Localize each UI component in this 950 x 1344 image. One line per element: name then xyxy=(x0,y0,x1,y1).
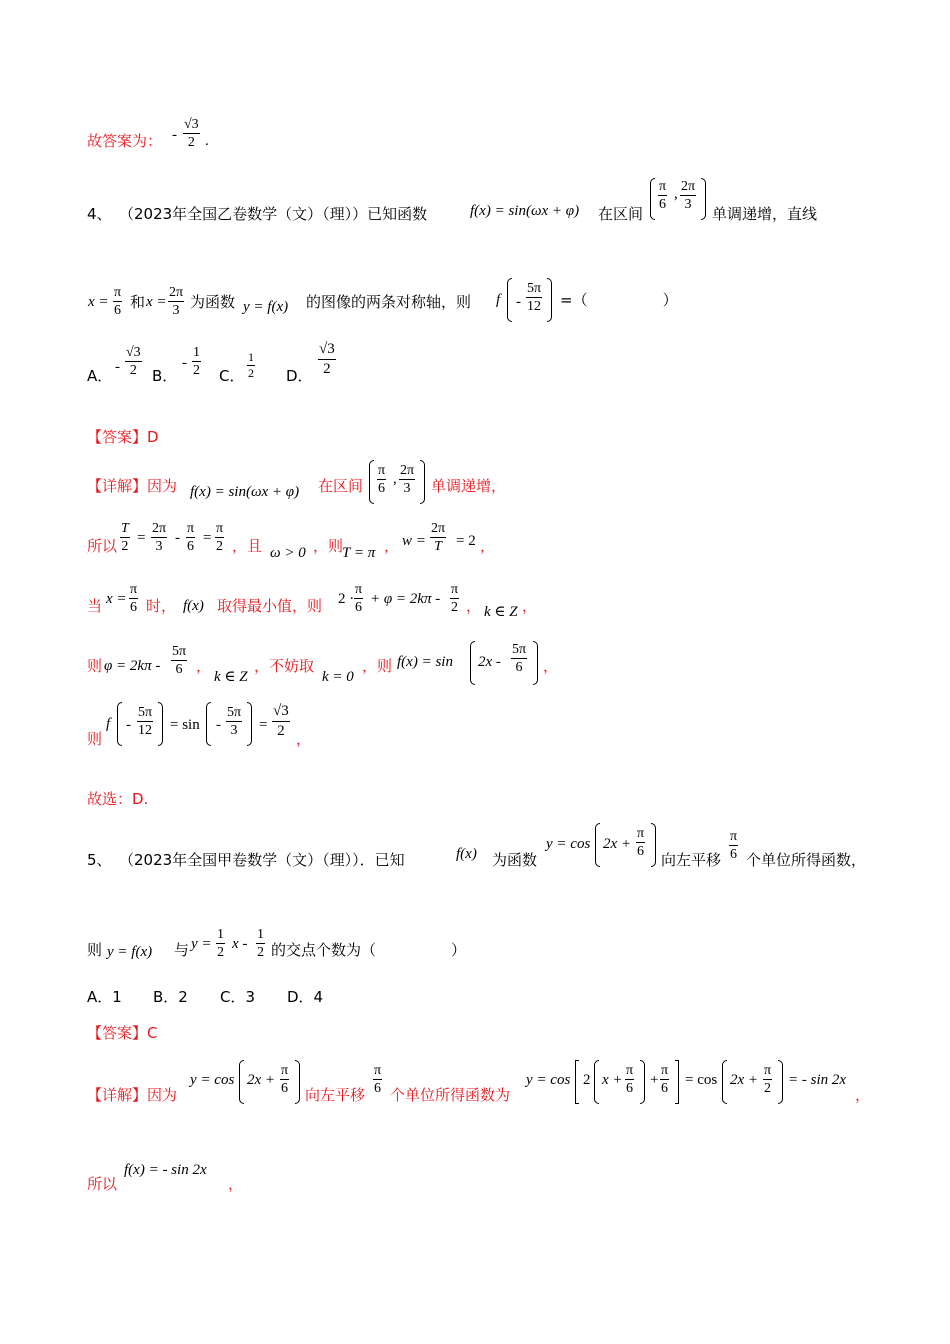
q4-detail-l2-half-period: T 2 xyxy=(121,521,129,554)
q5-detail-l1-cos: = cos xyxy=(685,1072,718,1088)
q5-detail-l1-two: 2 xyxy=(583,1072,591,1088)
q4-detail-l3-eq: + φ = 2kπ - xyxy=(370,591,441,607)
q4-function: f(x) = sin(ωx + φ) xyxy=(470,203,580,219)
q4-detail-l2-w: w = xyxy=(402,533,426,549)
q4-detail-l3-when: 当 xyxy=(87,597,103,615)
q4-detail-l4-f: f(x) = sin xyxy=(397,654,453,670)
q5-option-b: B．2 xyxy=(153,988,188,1006)
q4-detail-l3-frac3: π 2 xyxy=(451,582,459,615)
q4-detail-l2-frac3: π 2 xyxy=(216,521,224,554)
q4-in-interval: 在区间 xyxy=(598,205,644,223)
q4-detail-l4-frac2: 5π 6 xyxy=(512,642,527,675)
q4-option-d-label: D． xyxy=(286,367,313,385)
q4-detail-l5-paren2-right xyxy=(247,702,252,746)
q5-answer: 【答案】C xyxy=(87,1024,158,1042)
q4-detail-l4-frac: 5π 6 xyxy=(172,644,187,677)
q5-paren-left xyxy=(595,823,600,867)
q4-f-label: f xyxy=(496,292,501,308)
q4-detail-l2-frac1: 2π 3 xyxy=(152,521,167,554)
q4-option-b-label: B． xyxy=(152,367,178,385)
q4-detail-l5-minus: - xyxy=(126,717,131,733)
q4-y-eq-f: y = f(x) xyxy=(243,299,289,315)
q5-detail-l2-prefix: 所以 xyxy=(87,1175,118,1193)
q4-detail-l2-prefix: 所以 xyxy=(87,537,118,555)
q4-detail-l4-k0: k = 0 xyxy=(322,669,354,685)
q4-detail-l2-frac2: π 6 xyxy=(187,521,195,554)
q5-l2-x: x - xyxy=(232,936,248,952)
q4-arg-minus: - xyxy=(516,294,521,310)
q4-detail-l5-eq: = xyxy=(259,717,268,733)
q5-detail-l1-shift-frac: π 6 xyxy=(374,1063,382,1096)
q4-interval-paren-right xyxy=(701,178,706,220)
q5-option-c: C．3 xyxy=(220,988,256,1006)
q4-detail-l5-minus2: - xyxy=(216,717,221,733)
q5-detail-l1-plus: + xyxy=(650,1072,659,1088)
q5-l2-then: 则 xyxy=(87,941,103,959)
q5-detail-l1-paren3-left xyxy=(722,1060,727,1104)
q5-detail-l1-shift: 向左平移 xyxy=(305,1086,366,1104)
q4-detail-l2-comma: ， xyxy=(384,537,400,555)
q4-line2-value: 2π 3 xyxy=(169,285,184,318)
q5-shift-frac: π 6 xyxy=(730,829,738,862)
q4-detail-l3-frac: π 6 xyxy=(130,582,138,615)
q4-arg-fraction: 5π 12 xyxy=(527,281,542,314)
q5-detail-l2-f: f(x) = - sin 2x xyxy=(124,1162,207,1178)
q4-detail-l2-minus: - xyxy=(175,530,180,546)
q4-interval-a: π 6 xyxy=(659,179,667,212)
q4-number: 4、 xyxy=(87,205,112,223)
q5-shift-end: 个单位所得函数， xyxy=(746,851,867,869)
q4-detail-l1-prefix: 【详解】因为 xyxy=(87,477,178,495)
q5-l2-frac2: 1 2 xyxy=(257,927,264,960)
q4-conclusion: 故选：D. xyxy=(87,790,149,808)
q4-option-a-value: √3 2 xyxy=(126,345,141,378)
q4-detail-l1-paren-right xyxy=(420,460,425,504)
q4-detail-l3-two: 2 · xyxy=(338,591,355,607)
q5-detail-l1-frac3: π 6 xyxy=(661,1063,669,1096)
q4-detail-l1-monotone: 单调递增， xyxy=(431,477,507,495)
q4-detail-l5-result: √3 2 xyxy=(273,703,289,739)
q4-detail-l5-f: f xyxy=(106,716,111,732)
q4-detail-l1-in-interval: 在区间 xyxy=(318,477,364,495)
q5-detail-l1-inner-paren-right xyxy=(640,1060,645,1104)
q5-l2-with: 与 xyxy=(174,941,190,959)
q4-detail-l4-paren-left xyxy=(470,641,475,685)
q4-detail-l2-omega: ω > 0 xyxy=(270,545,306,561)
q5-for-func: 为函数 xyxy=(492,851,538,869)
q4-detail-l4-comma: ， xyxy=(196,657,212,675)
q5-option-d: D．4 xyxy=(287,988,324,1006)
q4-detail-l2-and: ，且 xyxy=(232,537,263,555)
q4-axes-text: 为函数 xyxy=(190,293,236,311)
q4-detail-l3-time: 时， xyxy=(146,597,177,615)
q5-detail-l1-result: = - sin 2x xyxy=(788,1072,847,1088)
q5-arg-frac: π 6 xyxy=(637,826,645,859)
q5-l2-question: 的交点个数为（ ） xyxy=(271,941,467,959)
prev-fraction: √3 2 xyxy=(184,117,199,150)
q4-and: 和 xyxy=(130,293,146,311)
q5-detail-l1-arg2: 2x + xyxy=(730,1072,759,1088)
q5-detail-l1-x: x + xyxy=(602,1072,623,1088)
q4-option-c-value: 1 2 xyxy=(248,350,254,380)
q5-number: 5、 xyxy=(87,851,112,869)
q4-option-a-label: A． xyxy=(87,367,113,385)
q4-interval-b: 2π 3 xyxy=(681,179,696,212)
q4-detail-l3-f: f(x) xyxy=(183,598,204,614)
q4-arg-paren-right xyxy=(547,278,552,322)
q4-detail-l5-frac2: 5π 3 xyxy=(227,705,242,738)
q4-interval-comma: , xyxy=(674,186,678,202)
q4-detail-l5-then: 则 xyxy=(87,730,103,748)
q5-f: f(x) xyxy=(456,846,477,862)
q4-detail-l2-wfrac: 2π T xyxy=(431,521,446,554)
q4-detail-l4-then: 则 xyxy=(87,657,103,675)
q4-detail-l5-frac1: 5π 12 xyxy=(138,705,153,738)
q5-detail-l1-prefix: 【详解】因为 xyxy=(87,1086,178,1104)
q5-detail-l1-arg: 2x + xyxy=(247,1072,276,1088)
q4-detail-l5-end: ， xyxy=(296,730,312,748)
q4-option-a-minus: - xyxy=(115,359,120,375)
q5-detail-l2-end: ， xyxy=(228,1175,244,1193)
q4-detail-l3-comma: ， xyxy=(466,597,482,615)
q5-shift: 向左平移 xyxy=(661,851,722,869)
q4-axes-text2: 的图像的两条对称轴，则 xyxy=(306,293,472,311)
q5-option-a: A．1 xyxy=(87,988,122,1006)
q5-detail-l1-frac: π 6 xyxy=(281,1063,289,1096)
q4-detail-l3-k: k ∈ Z xyxy=(484,604,518,620)
q4-detail-l2-T: T = π xyxy=(342,545,376,561)
q4-option-d-value: √3 2 xyxy=(319,341,335,377)
q4-line1-x: x = xyxy=(88,294,109,310)
q5-detail-l1-frac4: π 2 xyxy=(764,1063,772,1096)
q4-detail-l4-k: k ∈ Z xyxy=(214,669,248,685)
q5-y-cos: y = cos xyxy=(546,836,591,852)
q5-detail-l1-inner-paren-left xyxy=(594,1060,599,1104)
q5-detail-l1-paren-left xyxy=(239,1060,244,1104)
q5-detail-l1-bracket-left xyxy=(575,1060,579,1104)
q5-detail-l1-y: y = cos xyxy=(190,1072,235,1088)
q5-detail-l1-y2: y = cos xyxy=(526,1072,571,1088)
q4-detail-l5-paren-left xyxy=(117,702,122,746)
q4-eq-blank: =（ ） xyxy=(560,291,678,309)
q5-l2-yf: y = f(x) xyxy=(107,944,153,960)
q4-detail-l5-sin: = sin xyxy=(170,717,200,733)
q4-source: （2023年全国乙卷数学（文）（理））已知函数 xyxy=(119,205,428,223)
q4-detail-l4-paren-right xyxy=(533,641,538,685)
q5-l2-y: y = xyxy=(191,936,212,952)
q4-detail-l2-w-result: = 2 xyxy=(456,533,476,549)
q4-detail-l5-paren2-left xyxy=(206,702,211,746)
q4-monotone: 单调递增，直线 xyxy=(712,205,818,223)
q4-detail-l3-end: ， xyxy=(522,597,538,615)
q5-detail-l1-bracket-right xyxy=(675,1060,679,1104)
q4-option-b-minus: - xyxy=(182,355,187,371)
q4-detail-l1-b: 2π 3 xyxy=(400,463,415,496)
q4-detail-l2-eq: = xyxy=(137,530,146,546)
q5-source: （2023年全国甲卷数学（文）（理））．已知 xyxy=(119,851,405,869)
prev-conclusion-label: 故答案为： xyxy=(87,132,163,150)
q4-detail-l3-frac2: π 6 xyxy=(355,582,363,615)
q4-detail-l4-arg: 2x - xyxy=(478,654,501,670)
q5-arg: 2x + xyxy=(603,836,632,852)
q4-detail-l1-func: f(x) = sin(ωx + φ) xyxy=(190,484,300,500)
q4-detail-l3-x: x = xyxy=(106,591,127,607)
q5-detail-l1-end: ， xyxy=(855,1086,871,1104)
q4-detail-l2-then: ，则 xyxy=(313,537,344,555)
q5-detail-l1-result-text: 个单位所得函数为 xyxy=(390,1086,511,1104)
q4-detail-l3-min-text: 取得最小值，则 xyxy=(217,597,323,615)
q4-detail-l4-end: ， xyxy=(543,657,559,675)
q4-option-b-value: 1 2 xyxy=(193,345,200,378)
q4-detail-l2-end: ， xyxy=(480,537,496,555)
q5-l2-frac1: 1 2 xyxy=(217,927,224,960)
q4-detail-l1-comma: , xyxy=(393,471,397,487)
q4-option-c-label: C． xyxy=(219,367,245,385)
q5-detail-l1-paren-right xyxy=(295,1060,300,1104)
q4-detail-l4-phi: φ = 2kπ - xyxy=(104,658,161,674)
prev-period: . xyxy=(205,133,209,149)
q4-detail-l4-then2: ，则 xyxy=(362,657,393,675)
q4-answer: 【答案】D xyxy=(87,428,159,446)
q5-detail-l1-frac2: π 6 xyxy=(626,1063,634,1096)
q5-detail-l1-paren3-right xyxy=(778,1060,783,1104)
q4-detail-l1-a: π 6 xyxy=(378,463,386,496)
q4-detail-l1-paren-left xyxy=(369,460,374,504)
q4-detail-l5-paren-right xyxy=(158,702,163,746)
q4-detail-l2-eq2: = xyxy=(203,530,212,546)
q5-paren-right xyxy=(651,823,656,867)
prev-minus: - xyxy=(172,127,177,143)
q4-line1-value: π 6 xyxy=(114,285,122,318)
q4-line2-x: x = xyxy=(146,294,167,310)
q4-arg-paren-left xyxy=(507,278,512,322)
q4-interval-paren-left xyxy=(650,178,655,220)
q4-detail-l4-take: ，不妨取 xyxy=(254,657,315,675)
